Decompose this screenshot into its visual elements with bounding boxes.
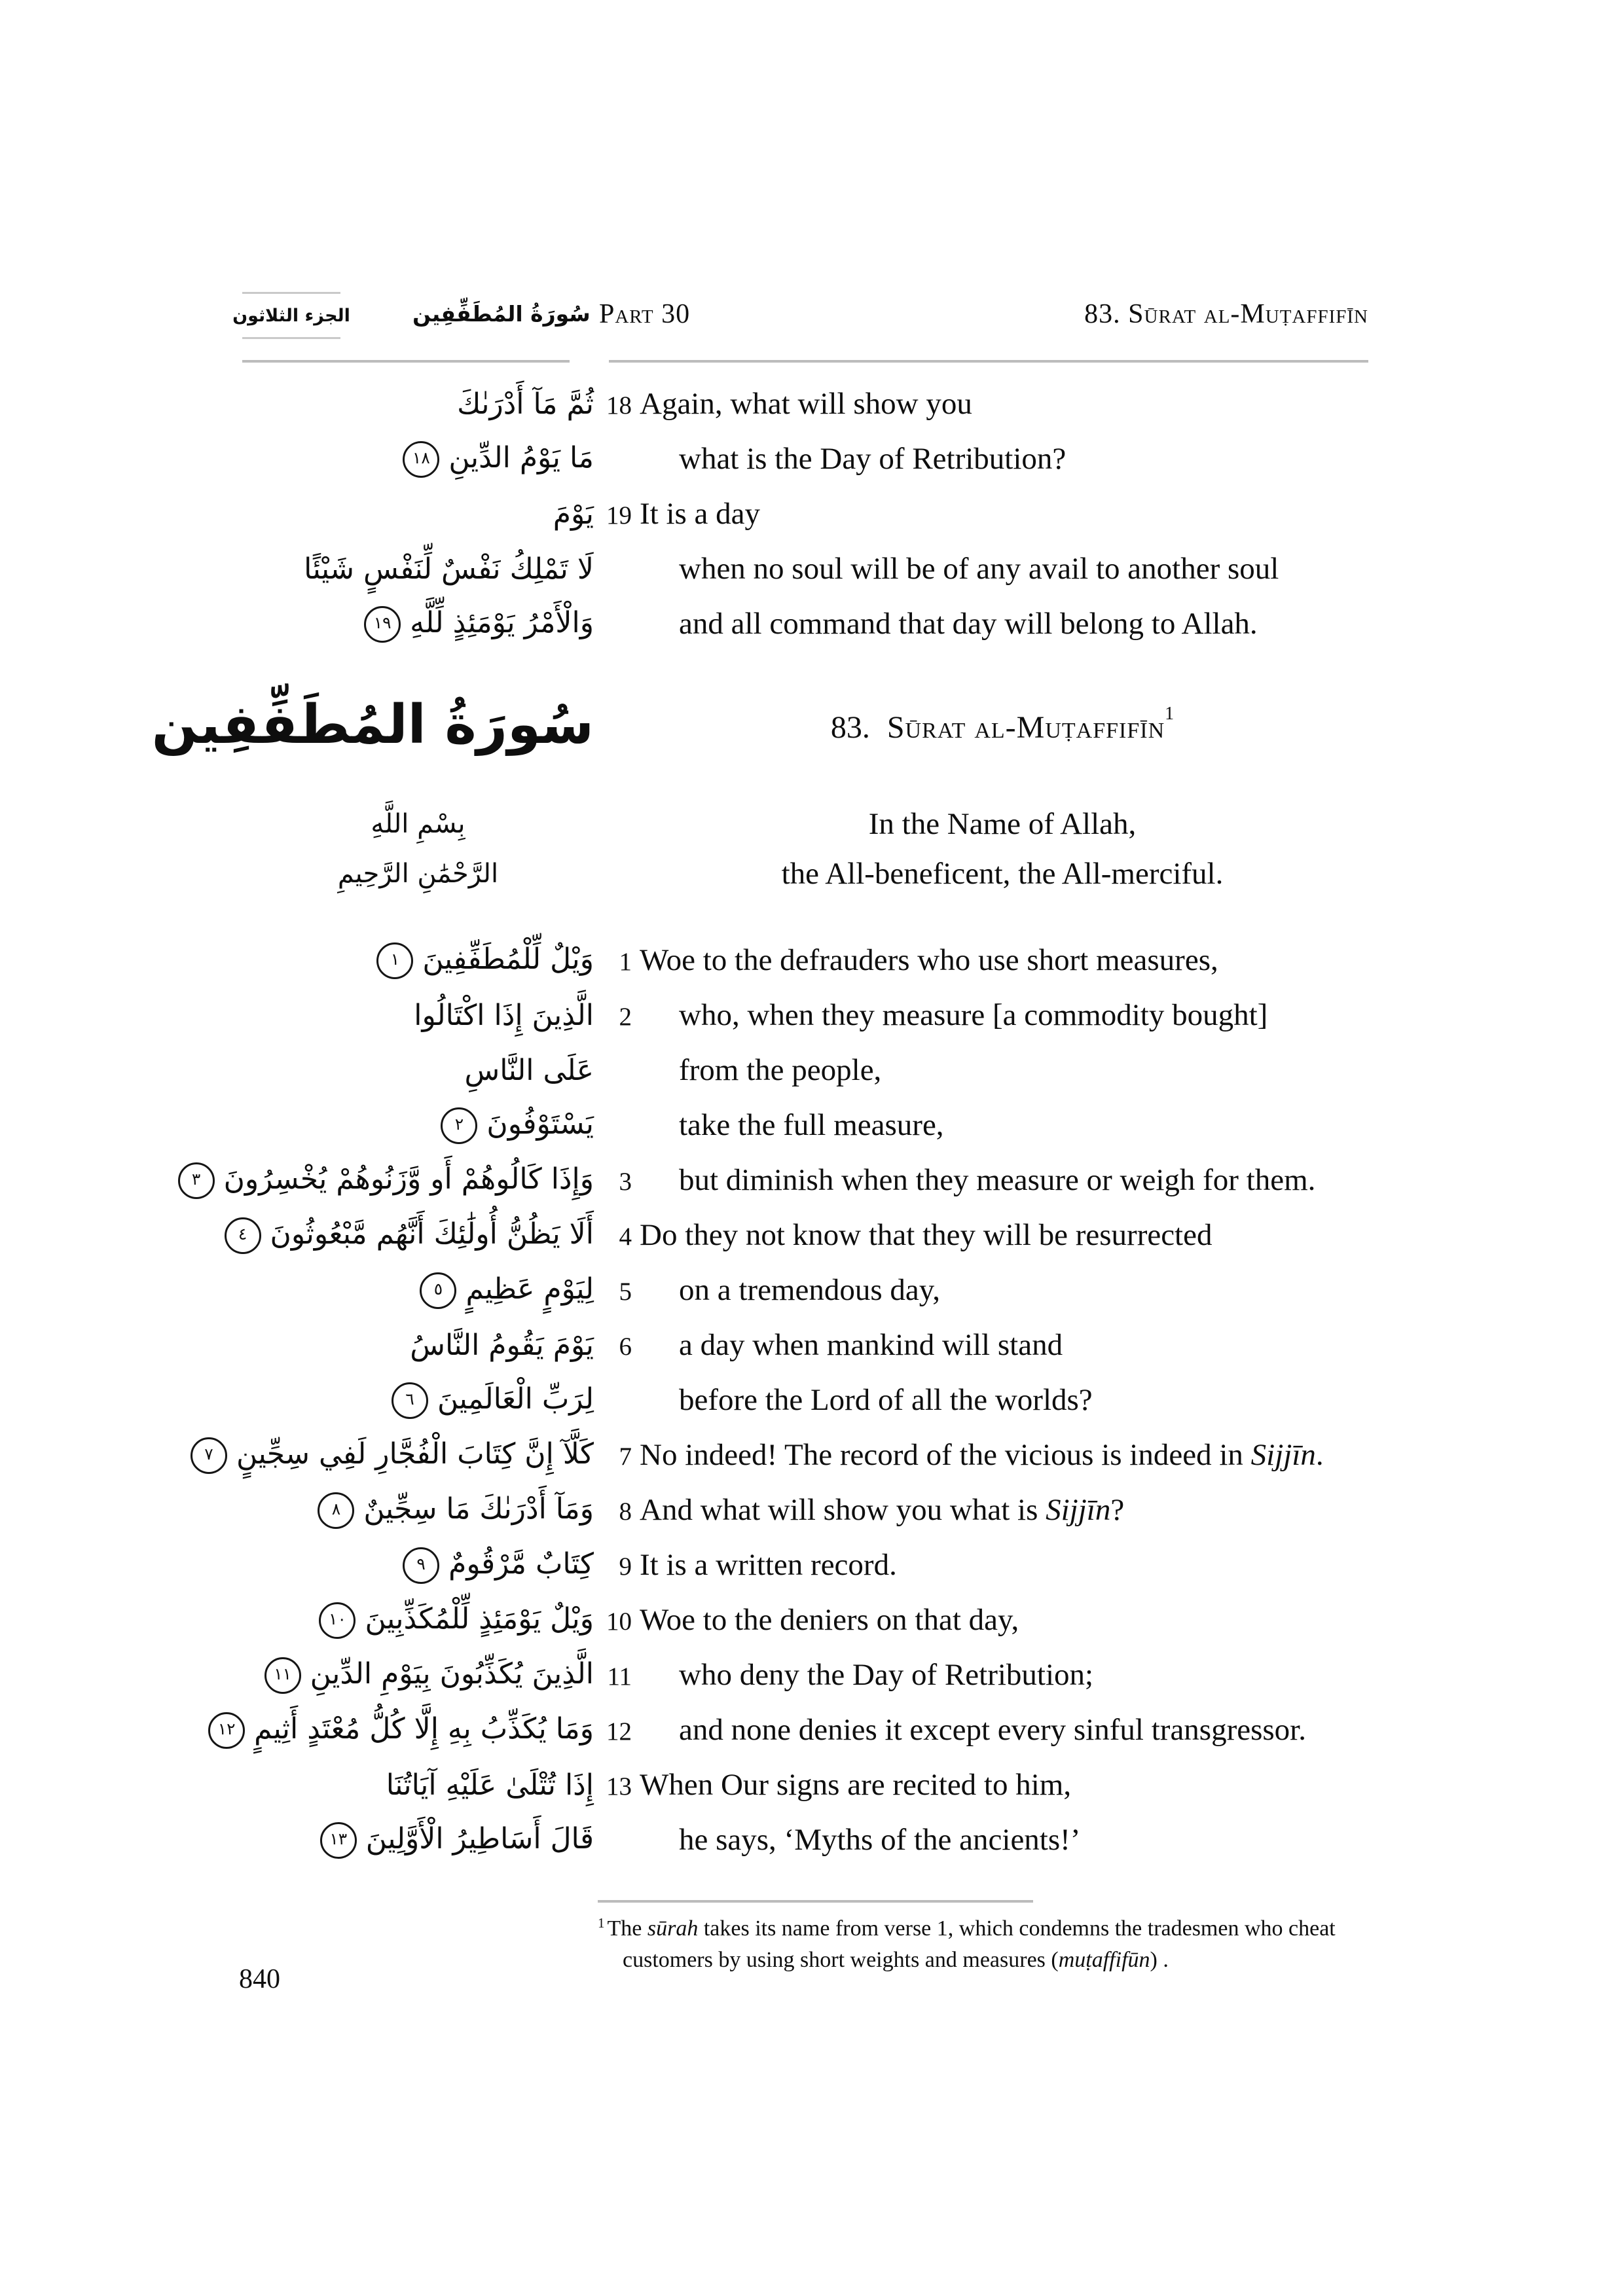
verse-english [598,1217,1407,1253]
ayah-end-marker: ١٣ [320,1822,357,1859]
verse-english [598,606,1407,641]
verse-arabic: وَيْلٌ يَوْمَئِذٍ لِّلْمُكَذِّبِينَ١٠ [242,1601,594,1639]
verse-translation: who, when they measure [a commodity bought] [679,997,1268,1032]
bismillah-row [242,849,1414,899]
verse-english [598,1437,1407,1473]
verse-arabic: إِذَا تُتْلَىٰ عَلَيْهِ آيَاتُنَا [386,1768,594,1802]
verse-row [242,431,1414,486]
verse-english [598,1107,1407,1143]
verse-arabic: يَسْتَوْفُونَ٢ [242,1106,594,1144]
surah-title-english [598,704,1407,745]
verse-number: 6 [619,1332,632,1361]
ayah-end-marker: ٤ [225,1217,261,1254]
verse-row [242,1043,1414,1098]
verse-english [598,551,1407,586]
verse-english [598,1272,1407,1308]
verse-english [598,1822,1407,1857]
verse-english [598,1712,1407,1748]
verse-row [242,988,1414,1043]
verse-english [598,496,1407,531]
ayah-end-marker: ١٨ [403,441,439,478]
ayah-end-marker: ٣ [178,1162,215,1199]
ayah-end-marker: ٨ [318,1492,354,1529]
ayah-end-marker: ١٩ [364,606,401,643]
verse-number: 7 [619,1442,632,1471]
verse-english [598,1657,1407,1693]
ayah-end-marker: ٧ [191,1437,227,1474]
verse-translation: And what will show you what is Sijjīn? [640,1492,1125,1527]
verse-number: 18 [606,391,632,420]
verse-row [242,1757,1414,1812]
verse-arabic: وَإِذَا كَالُوهُمْ أَو وَّزَنُوهُمْ يُخْسِرُونَ٣ [242,1161,594,1199]
verse-row [242,1372,1414,1427]
footnote-rule [598,1900,1033,1903]
verse-arabic: أَلَا يَظُنُّ أُولَٰئِكَ أَنَّهُم مَّبْعُوثُونَ٤ [242,1216,594,1254]
footnote-marker: 1 [598,1915,605,1931]
verse-number: 19 [606,501,632,529]
verse-translation: but diminish when they measure or weigh for them. [679,1162,1316,1197]
verse-row [238,1208,1414,1263]
verse-number: 9 [619,1552,632,1581]
verse-row [242,376,1414,431]
bismillah-arabic: بِسْمِ اللَّهِ [371,809,465,839]
verse-row [242,1537,1414,1592]
verse-english [598,1547,1407,1583]
verse-translation: what is the Day of Retribution? [679,441,1067,476]
verse-arabic: لَا تَمْلِكُ نَفْسٌ لِّنَفْسٍ شَيْئًا [304,552,594,586]
header-rule-right [609,360,1368,363]
verse-arabic: الَّذِينَ يُكَذِّبُونَ بِيَوْمِ الدِّينِ١١ [242,1656,594,1694]
footnote-line-1: $^1$ The sūrah takes its name from verse 1, which condemns the tradesmen who cheat [598,1915,1336,1941]
ayah-end-marker: ٢ [441,1107,477,1144]
verse-arabic: الَّذِينَ إِذَا اكْتَالُوا [414,998,594,1032]
verse-number: 1 [619,947,632,976]
verse-arabic: وَالْأَمْرُ يَوْمَئِذٍ لِّلَّهِ١٩ [242,605,594,643]
verse-number: 3 [619,1167,632,1196]
verse-translation: When Our signs are recited to him, [640,1767,1072,1802]
verse-arabic: يَوْمَ يَقُومُ النَّاسُ [410,1328,594,1362]
verse-number: 11 [607,1662,632,1691]
verse-row [191,1153,1414,1208]
juz-calligraphy-seal [232,292,350,339]
verse-translation: Woe to the deniers on that day, [640,1602,1019,1637]
bismillah-english: In the Name of Allah, [868,807,1137,841]
verse-number: 2 [619,1002,632,1031]
verse-number: 4 [619,1222,632,1251]
verse-number: 13 [606,1772,632,1801]
verse-arabic: قَالَ أَسَاطِيرُ الْأَوَّلِينَ١٣ [242,1821,594,1859]
bismillah-row [242,799,1414,849]
ayah-end-marker: ٥ [420,1272,456,1309]
verse-translation: before the Lord of all the worlds? [679,1382,1093,1417]
italic-term: Sijjīn [1250,1437,1316,1472]
verse-english [598,1382,1407,1418]
header-part-label: Part 30 [599,299,691,329]
verse-arabic: مَا يَوْمُ الدِّينِ١٨ [242,440,594,478]
verse-row [242,1812,1414,1867]
surah-number: 83. [830,710,870,745]
verse-row [242,541,1414,596]
verse-number: 12 [606,1717,632,1746]
verse-translation: Woe to the defrauders who use short measures, [640,942,1218,977]
verse-english [598,997,1407,1033]
verse-number: 10 [606,1607,632,1636]
verse-number: 5 [619,1277,632,1306]
ayah-end-marker: ١٠ [319,1602,356,1639]
verse-translation: and none denies it except every sinful transgressor. [679,1712,1306,1747]
italic-term: Sijjīn [1046,1492,1111,1527]
verse-english [598,1327,1407,1363]
footnote-reference: 1 [1165,704,1175,724]
verse-english [598,1162,1407,1198]
verse-translation: It is a written record. [640,1547,897,1582]
italic-term: sūrah [647,1916,699,1941]
verse-row [242,933,1414,988]
verse-english [598,386,1407,422]
verse-row [204,1427,1414,1482]
verse-translation: on a tremendous day, [679,1272,940,1307]
footnote-text [598,1913,1407,1977]
page-number: 840 [239,1964,280,1994]
verse-translation: who deny the Day of Retribution; [679,1657,1094,1692]
ayah-end-marker: ١٢ [208,1712,245,1749]
verse-arabic: كِتَابٌ مَّرْقُومٌ٩ [242,1546,594,1584]
verse-translation: No indeed! The record of the vicious is indeed in Sijjīn. [640,1437,1324,1472]
footnote-line-2: customers by using short weights and measures (muṭaffifūn) . [623,1948,1169,1973]
verse-row [242,1098,1414,1153]
bismillah-english: the All-beneficent, the All-merciful. [781,857,1224,891]
ayah-end-marker: ٦ [392,1382,428,1419]
header-rule-left [242,360,570,363]
verse-translation: It is a day [640,496,761,531]
footnote-block [598,1900,1407,1977]
verse-arabic: لِرَبِّ الْعَالَمِينَ٦ [242,1381,594,1419]
verse-translation: take the full measure, [679,1107,944,1142]
juz-arabic-label: الجزء الثلاثون [232,305,350,326]
verse-arabic: عَلَى النَّاسِ [464,1053,594,1087]
ayah-end-marker: ١ [376,942,413,979]
surah-name: Sūrat al-Muṭaffifīn [886,710,1165,745]
verse-row [217,1702,1414,1757]
verse-english [598,1492,1407,1528]
verse-row [242,1482,1414,1537]
verse-number: 8 [619,1497,632,1526]
bismillah-arabic: الرَّحْمَٰنِ الرَّحِيمِ [337,859,499,889]
verse-row [242,1592,1414,1647]
verse-translation: and all command that day will belong to Allah. [679,606,1258,641]
page-header [232,288,1381,373]
ayah-end-marker: ١١ [264,1657,301,1694]
verse-row [242,1318,1414,1372]
italic-term: muṭaffifūn [1058,1948,1150,1973]
verse-arabic: وَيْلٌ لِّلْمُطَفِّفِينَ١ [242,941,594,979]
verse-row [242,1263,1414,1318]
verse-translation: Do they not know that they will be resurrected [640,1217,1213,1252]
verse-translation: from the people, [679,1052,882,1087]
verse-arabic: ثُمَّ مَآ أَدْرَىٰكَ [457,387,594,421]
verse-arabic: وَمَا يُكَذِّبُ بِهِ إِلَّا كُلُّ مُعْتَدٍ أَثِيمٍ١٢ [242,1711,594,1749]
verse-english [598,1602,1407,1638]
verse-translation: a day when mankind will stand [679,1327,1063,1362]
verse-english [598,1052,1407,1088]
verse-translation: when no soul will be of any avail to another soul [679,551,1279,586]
verse-arabic: يَوْمَ [553,497,594,531]
verse-english [598,441,1407,476]
page-content [151,370,1414,1977]
verse-translation: Again, what will show you [640,386,972,421]
surah-83-verses [191,933,1414,1867]
verse-translation: he says, ‘Myths of the ancients!’ [679,1822,1081,1857]
surah-title-calligraphy: سُورَةُ المُطَفِّفِين [151,693,594,756]
verse-arabic: كَلَّآ إِنَّ كِتَابَ الْفُجَّارِ لَفِي سِجِّينٍ٧ [242,1436,594,1474]
verse-arabic: وَمَآ أَدْرَىٰكَ مَا سِجِّينٌ٨ [242,1491,594,1529]
verse-row [242,596,1414,651]
header-surah-arabic-calligraphy: سُورَةُ المُطَفِّفِين [412,300,591,327]
verse-row [242,1647,1414,1702]
verse-english [598,1767,1407,1803]
bismillah-block [242,799,1414,899]
verse-row [242,486,1414,541]
ayah-end-marker: ٩ [403,1547,439,1584]
header-surah-label: 83. Sūrat al-Muṭaffifīn [1084,299,1368,329]
surah-title-block [151,662,1414,787]
surah-82-ending [242,376,1414,651]
verse-arabic: لِيَوْمٍ عَظِيمٍ٥ [242,1271,594,1309]
verse-english [598,942,1407,978]
